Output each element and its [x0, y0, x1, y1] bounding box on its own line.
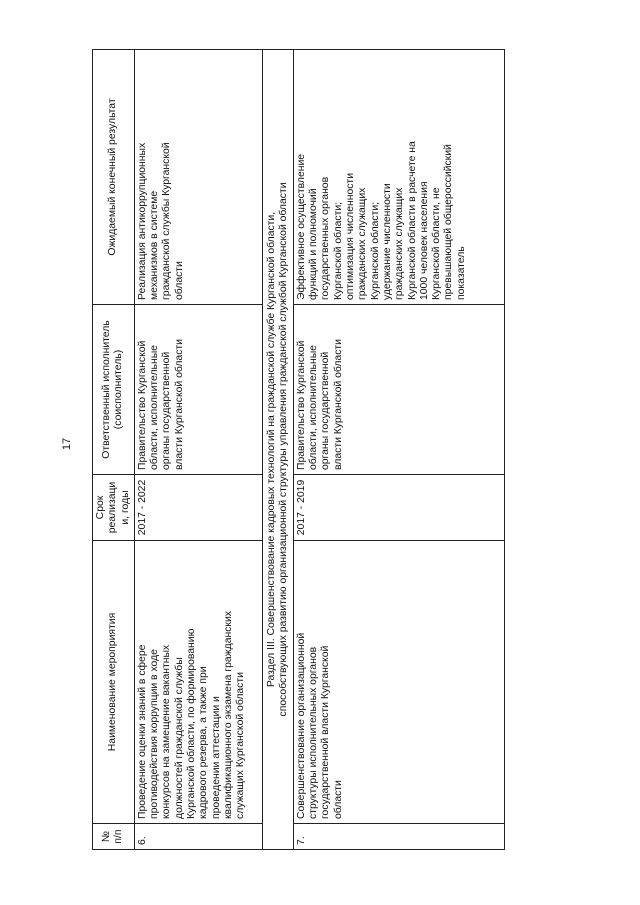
row-num: 7. — [293, 824, 504, 850]
section-row — [262, 50, 293, 850]
measures-table — [92, 49, 505, 850]
row-responsible: Правительство Курганской области, исполнительные органы государственной власти Курганской области — [134, 305, 262, 475]
row-term: 2017 - 2019 — [293, 475, 504, 541]
table-header-row — [93, 50, 135, 850]
row-result: Реализация антикоррупционных механизмов в системе гражданской службы Курганской области — [134, 50, 262, 305]
table-row — [134, 50, 262, 850]
rotated-table-container — [92, 50, 492, 850]
row-name: Проведение оценки знаний в сфере противодействия коррупции в ходе конкурсов на замещение вакантных должностей гражданской службы Курганской области, по формированию кадрового резерва, а также при проведении аттестации и квалификационного экзамена гражданских служащих Курганской области — [134, 541, 262, 824]
table-row — [293, 50, 504, 850]
header-term: Срок реализации, годы — [93, 475, 135, 541]
header-name: Наименование мероприятия — [93, 541, 135, 824]
row-result: Эффективное осуществление функций и полномочий государственных органов Курганской области; оптимизация численности гражданских служащих Курганской области; удержание численности гражданских служащих Курганской области в расчете на 1000 человек населения Курганской области, не превышающей общероссийский показатель — [293, 50, 504, 305]
row-term: 2017 - 2022 — [134, 475, 262, 541]
row-responsible: Правительство Курганской области, исполнительные органы государственной власти Курганской области — [293, 305, 504, 475]
row-name: Совершенствование организационной структуры исполнительных органов государственной власти Курганской области — [293, 541, 504, 824]
page-number: 17 — [61, 437, 73, 451]
header-result: Ожидаемый конечный результат — [93, 50, 135, 305]
section-title: Раздел III. Совершенствование кадровых технологий на гражданской службе Курганской области, способствующих развитию организационной структуры управления гражданской службой Курганской области — [262, 50, 293, 850]
row-num: 6. — [134, 824, 262, 850]
header-num: № п/п — [93, 824, 135, 850]
header-responsible: Ответственный исполнитель (соисполнитель) — [93, 305, 135, 475]
